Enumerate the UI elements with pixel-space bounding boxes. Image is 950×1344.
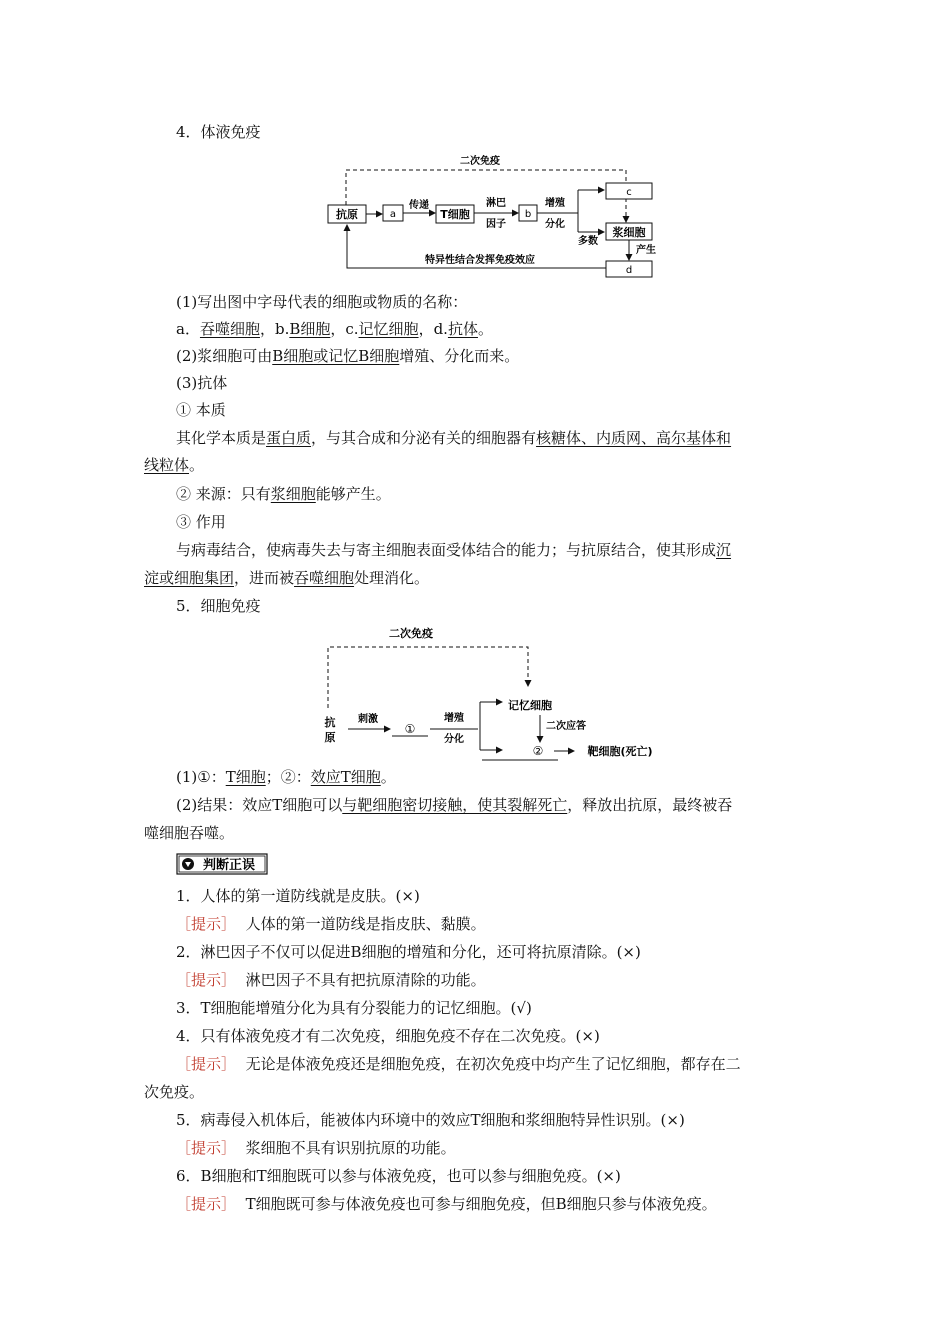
- essence-line-2: 线粒体。: [144, 456, 205, 474]
- hint-label: ［提示］: [176, 1055, 237, 1073]
- label-circle-1: ①: [404, 722, 416, 736]
- label-transmit: 传递: [409, 200, 429, 211]
- question-3: (3)抗体: [176, 374, 228, 392]
- question-2: (2)浆细胞可由B细胞或记忆B细胞增殖、分化而来。: [176, 347, 520, 365]
- judge-item-3: 3．T细胞能增殖分化为具有分裂能力的记忆细胞。(√): [176, 999, 532, 1017]
- function-line-2: 淀或细胞集团，进而被吞噬细胞处理消化。: [144, 569, 430, 587]
- section-heading-cellular: 5．细胞免疫: [176, 597, 261, 615]
- label-majority: 多数: [578, 236, 598, 247]
- box-a: a: [389, 209, 397, 220]
- box-b: b: [524, 209, 532, 220]
- label-circle-2: ②: [532, 744, 544, 758]
- answer-c: 记忆细胞: [358, 320, 419, 338]
- judge-item-5: 5．病毒侵入机体后，能被体内环境中的效应T细胞和浆细胞特异性识别。(×): [176, 1111, 685, 1129]
- answer-d: 抗体: [447, 320, 478, 338]
- hint-label: ［提示］: [176, 915, 237, 933]
- box-plasma-cell: 浆细胞: [612, 226, 646, 239]
- hint-label: ［提示］: [176, 1139, 237, 1157]
- judge-badge: [176, 853, 268, 875]
- label-target-cell: 靶细胞(死亡): [587, 745, 653, 758]
- label-stimulate: 刺激: [358, 714, 378, 725]
- judge-hint-6: ［提示］ T细胞既可参与体液免疫也可参与细胞免疫，但B细胞只参与体液免疫。: [176, 1195, 717, 1213]
- label-second-response: 二次应答: [546, 721, 586, 732]
- label-lymphokine-2: 因子: [486, 219, 506, 230]
- judge-item-6: 6．B细胞和T细胞既可以参与体液免疫，也可以参与细胞免疫。(×): [176, 1167, 621, 1185]
- hint-label: ［提示］: [176, 971, 237, 989]
- label-antigen-1: 抗: [324, 716, 336, 729]
- answer-a: 吞噬细胞: [199, 320, 260, 338]
- judge-hint-1: ［提示］ 人体的第一道防线是指皮肤、黏膜。: [176, 915, 486, 933]
- box-d: d: [625, 265, 633, 276]
- question-1: (1)写出图中字母代表的细胞或物质的名称：: [176, 293, 468, 311]
- section-heading-humoral: 4．体液免疫: [176, 123, 261, 141]
- label-secondary-2: 二次免疫: [389, 627, 433, 640]
- cellular-answer-2: (2)结果：效应T细胞可以与靶细胞密切接触，使其裂解死亡，释放出抗原，最终被吞: [176, 796, 733, 814]
- judge-item-1: 1．人体的第一道防线就是皮肤。(×): [176, 887, 420, 905]
- answer-b: B细胞: [289, 320, 331, 338]
- cellular-answer-2-cont: 噬细胞吞噬。: [144, 824, 235, 842]
- label-proliferate-1: 增殖: [545, 198, 565, 209]
- box-tcell: T细胞: [440, 208, 470, 221]
- essence-title: ① 本质: [176, 401, 226, 419]
- judge-item-2: 2．淋巴因子不仅可以促进B细胞的增殖和分化，还可将抗原清除。(×): [176, 943, 641, 961]
- essence-line-1: 其化学本质是蛋白质，与其合成和分泌有关的细胞器有核糖体、内质网、高尔基体和: [176, 429, 732, 447]
- judge-badge-label: 判断正误: [202, 858, 256, 873]
- cellular-answer-1: (1)①：T细胞；②：效应T细胞。: [176, 768, 396, 786]
- label-produce: 产生: [636, 245, 656, 256]
- label-lymphokine-1: 淋巴: [486, 198, 506, 209]
- answer-1: a．吞噬细胞，b.B细胞，c.记忆细胞，d.抗体。: [176, 320, 493, 338]
- box-antigen: 抗原: [336, 208, 358, 221]
- judge-hint-4: ［提示］ 无论是体液免疫还是细胞免疫，在初次免疫中均产生了记忆细胞，都存在二: [176, 1055, 741, 1073]
- humoral-immunity-diagram: [320, 148, 665, 283]
- label-secondary: 二次免疫: [460, 156, 500, 167]
- label-proliferate-2: 分化: [545, 219, 565, 230]
- label-antigen-2: 原: [324, 731, 336, 744]
- box-c: c: [626, 187, 632, 198]
- label-specific-binding: 特异性结合发挥免疫效应: [425, 255, 535, 266]
- label-proliferate-2b: 分化: [444, 734, 464, 745]
- judge-hint-2: ［提示］ 淋巴因子不具有把抗原清除的功能。: [176, 971, 486, 989]
- function-line-1: 与病毒结合，使病毒失去与寄主细胞表面受体结合的能力；与抗原结合，使其形成沉: [176, 541, 732, 559]
- judge-hint-5: ［提示］ 浆细胞不具有识别抗原的功能。: [176, 1139, 456, 1157]
- judge-hint-4-cont: 次免疫。: [144, 1083, 205, 1101]
- cellular-immunity-diagram: [318, 622, 678, 762]
- source-line: ② 来源：只有浆细胞能够产生。: [176, 485, 391, 503]
- label-memory-cell: 记忆细胞: [508, 699, 552, 712]
- judge-item-4: 4．只有体液免疫才有二次免疫，细胞免疫不存在二次免疫。(×): [176, 1027, 600, 1045]
- hint-label: ［提示］: [176, 1195, 237, 1213]
- label-proliferate-1b: 增殖: [444, 713, 464, 724]
- function-title: ③ 作用: [176, 513, 226, 531]
